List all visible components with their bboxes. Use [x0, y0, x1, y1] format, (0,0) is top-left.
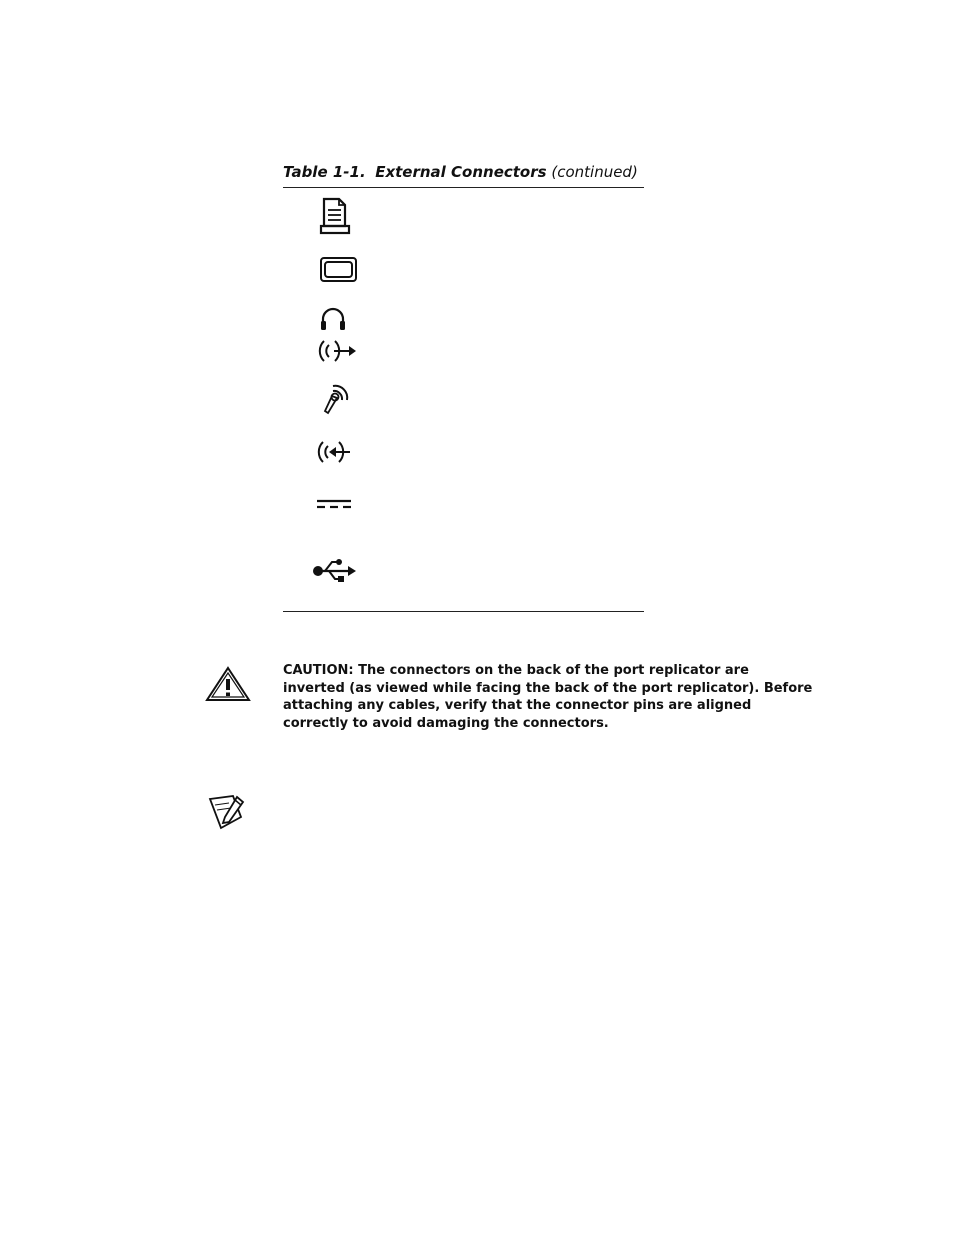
line-in-icon — [317, 438, 353, 466]
caution-triangle-icon — [204, 665, 252, 703]
usb-icon — [312, 557, 358, 585]
dc-power-icon — [316, 498, 354, 510]
microphone-icon — [319, 380, 353, 416]
table-caption — [283, 163, 638, 181]
video-monitor-icon — [319, 256, 359, 284]
headphones-icon — [319, 305, 347, 333]
table-top-rule — [283, 187, 644, 188]
note-pencil-icon — [207, 793, 249, 833]
caution-paragraph — [283, 662, 813, 732]
parallel-printer-icon — [319, 197, 353, 235]
table-label: Table 1-1. — [283, 163, 366, 181]
table-title: External Connectors — [375, 163, 547, 181]
table-suffix: (continued) — [551, 163, 638, 181]
line-out-icon — [317, 337, 359, 365]
caution-body: The connectors on the back of the port replicator are inverted (as viewed while facing the back of the port replicator). Before attaching any cables, verify that the connector pins are aligned correctly to avoid damaging the connectors. — [283, 663, 813, 731]
table-bottom-rule — [283, 611, 644, 612]
caution-label: CAUTION: — [283, 663, 354, 678]
